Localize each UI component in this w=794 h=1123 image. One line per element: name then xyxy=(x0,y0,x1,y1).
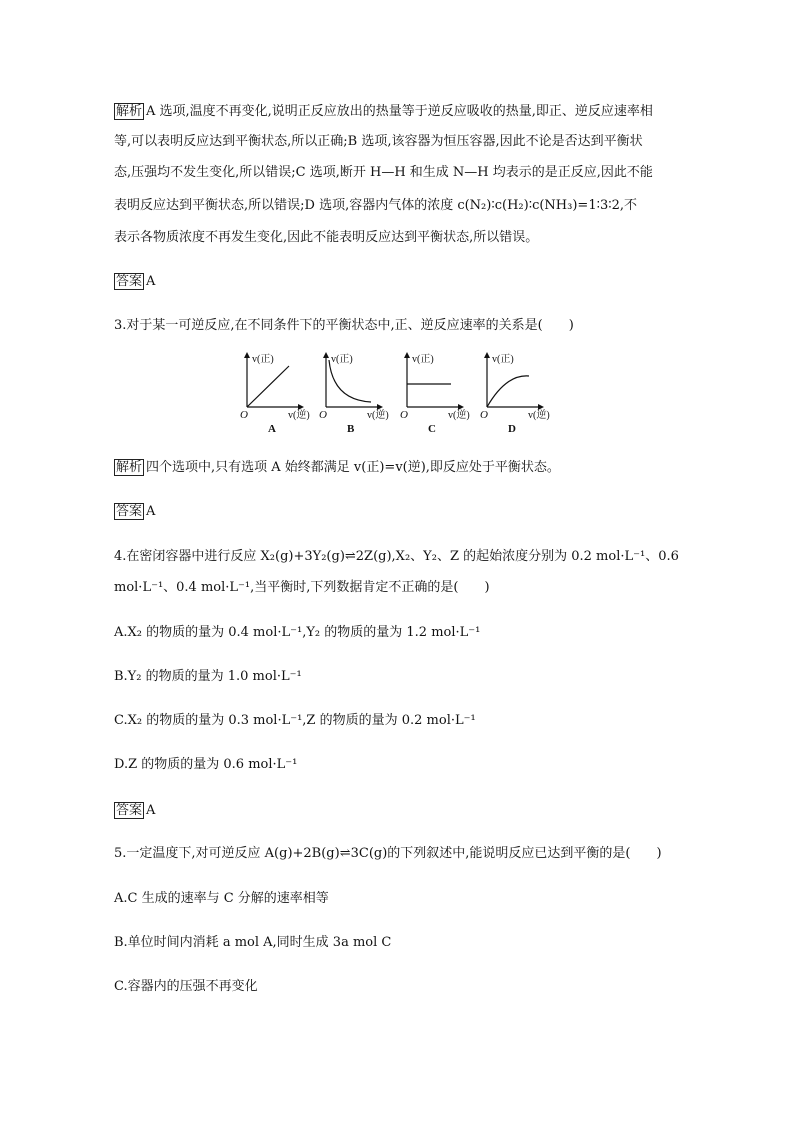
question-4-option-c: C.X₂ 的物质的量为 0.3 mol·L⁻¹,Z 的物质的量为 0.2 mol·L⁻¹ xyxy=(114,713,476,728)
y-axis-arrow xyxy=(404,352,410,358)
answer-value: A xyxy=(146,803,156,818)
y-axis-label: v(正) xyxy=(252,354,274,365)
x-axis-label: v(逆) xyxy=(528,410,550,421)
analysis-text: A 选项,温度不再变化,说明正反应放出的热量等于逆反应吸收的热量,即正、逆反应速率相 xyxy=(146,104,653,119)
graph-B xyxy=(319,352,403,435)
y-axis-label: v(正) xyxy=(331,354,353,365)
graph-svg xyxy=(319,352,403,435)
question-4-line-1: 4.在密闭容器中进行反应 X₂(g)+3Y₂(g)⇌2Z(g),X₂、Y₂、Z 的起始浓度分别为 0.2 mol·L⁻¹、0.6 xyxy=(114,549,679,564)
question-5-option-c: C.容器内的压强不再变化 xyxy=(114,979,258,994)
y-axis-label: v(正) xyxy=(492,354,514,365)
graph-option-label: D xyxy=(508,423,516,435)
analysis-line-5: 表示各物质浓度不再发生变化,因此不能表明反应达到平衡状态,所以错误。 xyxy=(114,230,539,245)
curve xyxy=(487,376,529,407)
y-axis-arrow xyxy=(484,352,490,358)
origin-label: O xyxy=(240,409,248,421)
graph-option-label: C xyxy=(428,423,436,435)
graph-svg xyxy=(480,352,564,435)
question-5-option-b: B.单位时间内消耗 a mol A,同时生成 3a mol C xyxy=(114,935,392,950)
x-axis-label: v(逆) xyxy=(288,410,310,421)
graph-svg xyxy=(240,352,324,435)
analysis-3-line xyxy=(114,459,560,476)
origin-label: O xyxy=(400,409,408,421)
answer-value: A xyxy=(146,274,156,289)
answer-3-line xyxy=(114,503,155,520)
graph-option-label: A xyxy=(268,423,276,435)
analysis-tag: 解析 xyxy=(116,460,143,475)
curve xyxy=(329,360,371,402)
analysis-line-3: 态,压强均不发生变化,所以错误;C 选项,断开 H—H 和生成 N—H 均表示的是正反应,因此不能 xyxy=(114,165,653,180)
graph-svg xyxy=(400,352,484,435)
answer-value: A xyxy=(146,504,156,519)
analysis-text: 四个选项中,只有选项 A 始终都满足 v(正)=v(逆),即反应处于平衡状态。 xyxy=(146,460,560,475)
curve xyxy=(247,366,289,407)
origin-label: O xyxy=(480,409,488,421)
answer-4-line xyxy=(114,802,155,819)
answer-tag: 答案 xyxy=(116,504,143,519)
analysis-line-2: 等,可以表明反应达到平衡状态,所以正确;B 选项,该容器为恒压容器,因此不论是否达到平衡状 xyxy=(114,134,643,149)
analysis-tag: 解析 xyxy=(116,104,143,119)
question-5-option-a: A.C 生成的速率与 C 分解的速率相等 xyxy=(114,891,329,906)
graph-A xyxy=(240,352,324,435)
analysis-line-1 xyxy=(114,103,653,120)
question-4-option-d: D.Z 的物质的量为 0.6 mol·L⁻¹ xyxy=(114,757,298,772)
question-5-text: 5.一定温度下,对可逆反应 A(g)+2B(g)⇌3C(g)的下列叙述中,能说明反应已达到平衡的是( ) xyxy=(114,846,662,861)
answer-line xyxy=(114,273,155,290)
question-3-text: 3.对于某一可逆反应,在不同条件下的平衡状态中,正、逆反应速率的关系是( ) xyxy=(114,318,574,333)
origin-label: O xyxy=(319,409,327,421)
analysis-line-4: 表明反应达到平衡状态,所以错误;D 选项,容器内气体的浓度 c(N₂)∶c(H₂)∶c(NH₃)=1∶3∶2,不 xyxy=(114,198,638,213)
graph-C xyxy=(400,352,484,435)
answer-tag: 答案 xyxy=(116,803,143,818)
graph-option-label: B xyxy=(347,423,355,435)
question-4-option-b: B.Y₂ 的物质的量为 1.0 mol·L⁻¹ xyxy=(114,669,302,684)
y-axis-arrow xyxy=(323,352,329,358)
y-axis-arrow xyxy=(244,352,250,358)
y-axis-label: v(正) xyxy=(412,354,434,365)
x-axis-label: v(逆) xyxy=(448,410,470,421)
question-4-line-2: mol·L⁻¹、0.4 mol·L⁻¹,当平衡时,下列数据肯定不正确的是( ) xyxy=(114,580,490,595)
answer-tag: 答案 xyxy=(116,274,143,289)
x-axis-label: v(逆) xyxy=(367,410,389,421)
graph-D xyxy=(480,352,564,435)
question-4-option-a: A.X₂ 的物质的量为 0.4 mol·L⁻¹,Y₂ 的物质的量为 1.2 mol·L⁻¹ xyxy=(114,625,481,640)
